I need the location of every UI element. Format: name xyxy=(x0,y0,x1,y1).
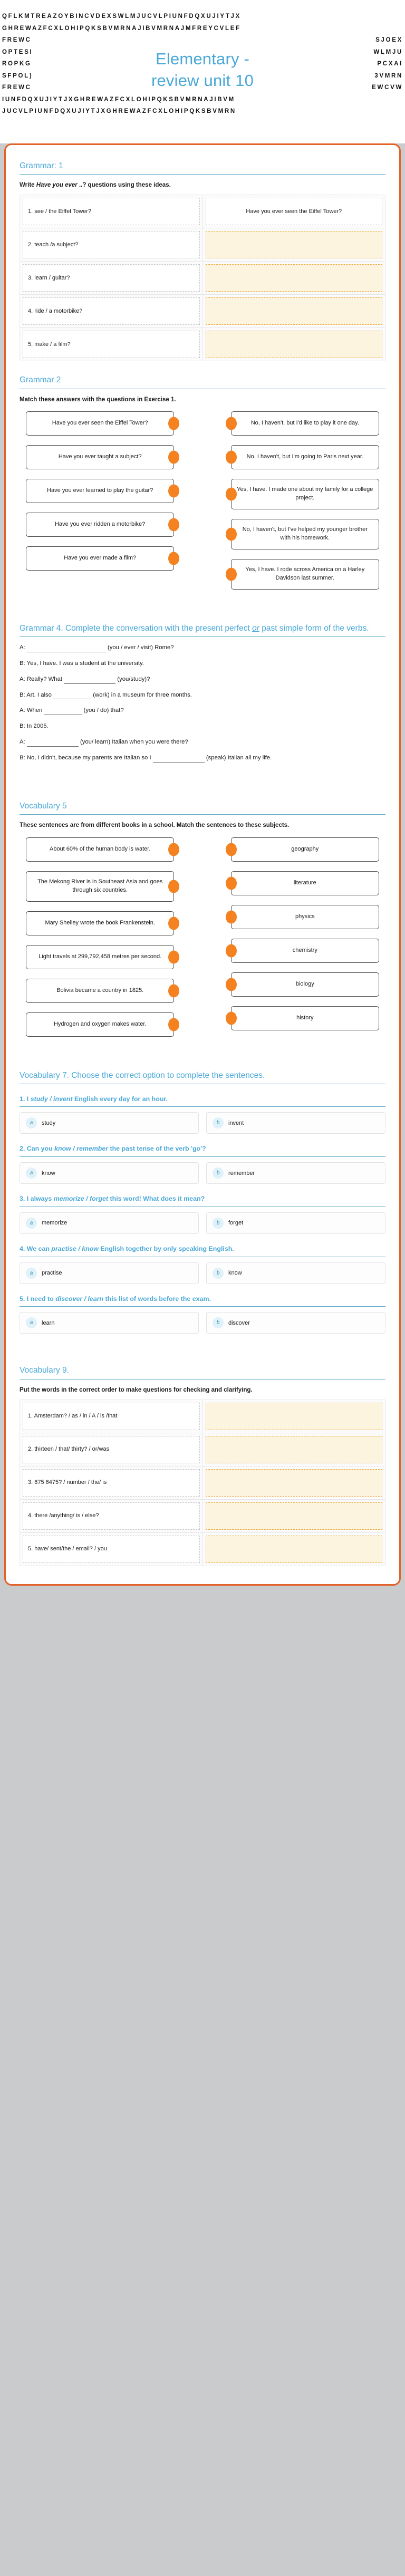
answer-cell[interactable] xyxy=(202,195,385,228)
match-connector-dot[interactable] xyxy=(168,1018,179,1031)
table-row xyxy=(20,1400,385,1433)
mcq-option-key: b xyxy=(213,1317,224,1328)
answer-cell[interactable] xyxy=(202,228,385,262)
grammar1-instruction xyxy=(20,181,385,189)
mcq-option-label: study xyxy=(42,1120,56,1126)
mcq-choices-inline: memorize / forget xyxy=(53,1195,109,1203)
letter-row-right: 3VMRN xyxy=(374,72,403,79)
match-connector-dot[interactable] xyxy=(168,916,179,930)
answer-input[interactable] xyxy=(206,1502,383,1530)
match-connector-dot[interactable] xyxy=(226,1011,237,1025)
header-letter-band xyxy=(0,0,405,143)
mcq-option-label: remember xyxy=(228,1170,255,1176)
speaker-label: A: xyxy=(20,676,25,682)
mcq-number: 4. xyxy=(20,1244,25,1252)
match-row xyxy=(26,445,174,469)
mcq-text-pre: We can xyxy=(26,1244,52,1252)
match-connector-dot[interactable] xyxy=(226,527,237,541)
mcq-divider xyxy=(20,1156,385,1157)
match-connector-dot[interactable] xyxy=(168,450,179,464)
conversation-text-after: (you / ever / visit) Rome? xyxy=(107,644,174,651)
answer-input[interactable] xyxy=(206,264,383,292)
mcq-option[interactable] xyxy=(20,1162,199,1184)
match-row xyxy=(231,519,379,549)
mcq-choices-inline: discover / learn xyxy=(55,1295,104,1303)
match-box[interactable]: No, I haven't, but I'd like to play it one day. xyxy=(231,411,379,436)
conversation-text-before: No, I didn't, because my parents are Italian so I xyxy=(26,755,151,761)
mcq-options xyxy=(20,1212,385,1234)
speaker-label: B: xyxy=(20,755,25,761)
letter-row xyxy=(0,37,405,50)
mcq-option-label: discover xyxy=(228,1319,250,1326)
letter-row xyxy=(0,97,405,109)
prompt-text: 4. ride / a motorbike? xyxy=(23,297,200,325)
prompt-cell xyxy=(20,1433,203,1466)
prompt-text: 2. teach /a subject? xyxy=(23,231,200,258)
mcq-option[interactable] xyxy=(20,1112,199,1134)
mcq-option-key: a xyxy=(26,1268,37,1279)
letter-row-right: EWCVW xyxy=(372,84,403,91)
mcq-option-key: b xyxy=(213,1168,224,1179)
speaker-label: A: xyxy=(20,644,25,651)
mcq-question xyxy=(20,1095,385,1104)
letter-row-left: SFPOL) xyxy=(2,72,33,79)
prompt-text: 3. 675 6475? / number / the/ is xyxy=(23,1469,200,1497)
match-connector-dot[interactable] xyxy=(226,978,237,991)
vocabulary5-title: Vocabulary 5 xyxy=(20,802,67,811)
mcq-choices-inline: know / remember xyxy=(54,1145,109,1153)
match-row xyxy=(231,939,379,963)
match-row xyxy=(26,979,174,1003)
mcq-option-key: b xyxy=(213,1268,224,1279)
prompt-text: 1. see / the Eiffel Tower? xyxy=(23,198,200,225)
letter-row xyxy=(0,26,405,38)
grammar1-instruction-post: ..? questions using these ideas. xyxy=(77,182,171,189)
match-box[interactable]: Light travels at 299,792,458 metres per second. xyxy=(26,945,174,969)
letter-row-right: SJOEX xyxy=(375,37,403,43)
letter-row-right: WLMJU xyxy=(373,49,403,55)
grammar4-title-emphasis: or xyxy=(252,623,259,633)
mcq-divider xyxy=(20,1106,385,1107)
match-connector-dot[interactable] xyxy=(226,567,237,581)
match-row xyxy=(26,911,174,935)
match-box[interactable]: Have you ever learned to play the guitar? xyxy=(26,479,174,503)
conversation-line xyxy=(20,675,385,684)
vocabulary5-right-column xyxy=(231,837,379,1037)
mcq-text-post: this list of words before the exam. xyxy=(103,1295,211,1303)
letter-row-left: JUCVLPIUNFDQXUJIYTJXGHREWAZFCXLOHIPQKSBVMRN xyxy=(2,108,236,114)
answer-cell[interactable] xyxy=(202,1400,385,1433)
conversation-line xyxy=(20,738,385,747)
match-box[interactable]: history xyxy=(231,1006,379,1030)
grammar1-title: Grammar: 1 xyxy=(20,161,63,170)
letter-row-left: FREWC xyxy=(2,84,32,91)
match-box[interactable]: Mary Shelley wrote the book Frankenstein. xyxy=(26,911,174,935)
prompt-cell xyxy=(20,262,203,295)
letter-row-left: FREWC xyxy=(2,37,32,43)
mcq-choices-inline: practise / know xyxy=(51,1244,99,1252)
mcq-number: 2. xyxy=(20,1145,25,1153)
table-row xyxy=(20,1466,385,1499)
answer-cell[interactable] xyxy=(202,1466,385,1499)
answer-cell[interactable] xyxy=(202,1433,385,1466)
conversation-text-after: (you/study)? xyxy=(117,676,150,682)
letter-row-right: PCXAI xyxy=(377,61,403,67)
match-box[interactable]: Have you ever taught a subject? xyxy=(26,445,174,469)
mcq-option[interactable] xyxy=(20,1212,199,1234)
mcq-option-label: forget xyxy=(228,1220,244,1227)
mcq-text-pre: I always xyxy=(26,1195,54,1203)
match-connector-dot[interactable] xyxy=(168,984,179,997)
mcq-option[interactable] xyxy=(20,1312,199,1334)
match-row xyxy=(26,1012,174,1037)
mcq-option[interactable] xyxy=(206,1262,385,1284)
mcq-text-pre: I xyxy=(26,1095,31,1103)
match-row xyxy=(26,513,174,537)
answer-cell[interactable] xyxy=(202,295,385,328)
conversation-text-before: Art. I also xyxy=(26,691,52,698)
fill-in-blank[interactable] xyxy=(44,708,82,715)
letter-row xyxy=(0,109,405,121)
match-box[interactable]: The Mekong River is in Southeast Asia and goes through six countries. xyxy=(26,871,174,902)
table-row xyxy=(20,262,385,295)
grammar2-left-column xyxy=(26,411,174,590)
mcq-number: 3. xyxy=(20,1195,25,1203)
answer-input[interactable] xyxy=(206,231,383,258)
grammar2-instruction: Match these answers with the questions in Exercise 1. xyxy=(20,396,176,403)
speaker-label: B: xyxy=(20,691,25,698)
match-row xyxy=(26,871,174,902)
mcq-option-label: know xyxy=(228,1270,242,1277)
mcq-text-pre: Can you xyxy=(26,1145,55,1153)
conversation-line xyxy=(20,643,385,652)
mcq-options xyxy=(20,1112,385,1134)
fill-in-blank[interactable] xyxy=(27,645,106,652)
conversation-text-before: When xyxy=(26,707,43,714)
mcq-option-key: a xyxy=(26,1218,37,1229)
match-row xyxy=(26,479,174,503)
match-row xyxy=(231,479,379,509)
conversation-text: In 2005. xyxy=(26,723,49,730)
match-box[interactable]: No, I haven't, but I've helped my younger brother with his homework. xyxy=(231,519,379,549)
mcq-option-key: a xyxy=(26,1117,37,1128)
mcq-option-key: b xyxy=(213,1218,224,1229)
speaker-label: B: xyxy=(20,660,25,667)
table-row xyxy=(20,1499,385,1532)
match-box[interactable]: Hydrogen and oxygen makes water. xyxy=(26,1012,174,1037)
answer-input[interactable] xyxy=(206,297,383,325)
grammar1-table xyxy=(20,195,385,361)
mcq-number: 5. xyxy=(20,1295,25,1303)
match-box[interactable]: physics xyxy=(231,905,379,929)
match-connector-dot[interactable] xyxy=(168,880,179,893)
vocabulary9-instruction: Put the words in the correct order to make questions for checking and clarifying. xyxy=(20,1386,253,1393)
grammar1-instruction-pre: Write xyxy=(20,182,36,189)
mcq-option-key: a xyxy=(26,1168,37,1179)
match-connector-dot[interactable] xyxy=(226,876,237,890)
mcq-option[interactable] xyxy=(206,1212,385,1234)
answer-input[interactable] xyxy=(206,1436,383,1463)
grammar4-conversation xyxy=(20,643,385,763)
match-connector-dot[interactable] xyxy=(226,910,237,923)
mcq-option-label: invent xyxy=(228,1120,244,1126)
mcq-options xyxy=(20,1262,385,1284)
prompt-text: 5. have/ sent/the / email? / you xyxy=(23,1536,200,1563)
table-row xyxy=(20,1433,385,1466)
match-row xyxy=(231,905,379,929)
prompt-cell xyxy=(20,328,203,361)
match-row xyxy=(231,559,379,590)
mcq-options xyxy=(20,1162,385,1184)
fill-in-blank[interactable] xyxy=(27,740,79,747)
mcq-question xyxy=(20,1244,385,1253)
answer-input[interactable] xyxy=(206,1403,383,1430)
vocabulary5-instruction: These sentences are from different books in a school. Match the sentences to these subjects. xyxy=(20,822,290,829)
match-box[interactable]: biology xyxy=(231,972,379,997)
prompt-text: 2. thirteen / that/ thirty? / or/was xyxy=(23,1436,200,1463)
match-row xyxy=(26,411,174,436)
match-connector-dot[interactable] xyxy=(168,417,179,430)
conversation-line xyxy=(20,722,385,731)
grammar4-title-pre: Grammar 4. Complete the conversation with the present perfect xyxy=(20,623,253,633)
grammar2-right-column xyxy=(231,411,379,590)
vocabulary7-title: Vocabulary 7. Choose the correct option to complete the sentences. xyxy=(20,1070,265,1080)
prompt-cell xyxy=(20,195,203,228)
match-row xyxy=(231,972,379,997)
match-connector-dot[interactable] xyxy=(168,518,179,531)
table-row xyxy=(20,1532,385,1566)
mcq-option-label: memorize xyxy=(42,1220,68,1227)
conversation-text-after: (you/ learn) Italian when you were there? xyxy=(80,739,188,746)
table-row xyxy=(20,195,385,228)
mcq-option-label: learn xyxy=(42,1319,55,1326)
vocabulary7-questions xyxy=(20,1095,385,1334)
match-connector-dot[interactable] xyxy=(226,843,237,856)
prompt-cell xyxy=(20,1400,203,1433)
mcq-text-post: English together by only speaking English. xyxy=(98,1244,234,1252)
page-title xyxy=(0,49,405,92)
grammar2-title: Grammar 2 xyxy=(20,375,61,385)
match-row xyxy=(26,546,174,571)
grammar4-divider xyxy=(20,636,385,637)
letter-row-left: GHREWAZFCXLOHIPQKSBVMRNAJIBVMRNAJMFREYCVLEF xyxy=(2,25,241,32)
match-box[interactable]: Bolivia became a country in 1825. xyxy=(26,979,174,1003)
mcq-question xyxy=(20,1194,385,1203)
answer-input[interactable]: Have you ever seen the Eiffel Tower? xyxy=(206,198,383,225)
match-box[interactable]: geography xyxy=(231,837,379,862)
conversation-text: Yes, I have. I was a student at the university. xyxy=(26,660,144,667)
match-box[interactable]: chemistry xyxy=(231,939,379,963)
prompt-cell xyxy=(20,295,203,328)
grammar1-instruction-emphasis: Have you ever xyxy=(36,182,78,189)
answer-cell[interactable] xyxy=(202,1532,385,1566)
vocabulary5-divider xyxy=(20,814,385,815)
mcq-text-post: this word! What does it mean? xyxy=(108,1195,205,1203)
fill-in-blank[interactable] xyxy=(53,692,91,699)
match-row xyxy=(231,871,379,895)
worksheet-sheet xyxy=(4,143,401,1586)
prompt-cell xyxy=(20,1499,203,1532)
fill-in-blank[interactable] xyxy=(153,756,205,763)
mcq-option[interactable] xyxy=(206,1312,385,1334)
grammar4-title xyxy=(20,623,385,634)
conversation-text-before: Really? What xyxy=(26,676,63,682)
match-box[interactable]: literature xyxy=(231,871,379,895)
mcq-option[interactable] xyxy=(206,1112,385,1134)
mcq-option[interactable] xyxy=(206,1162,385,1184)
match-connector-dot[interactable] xyxy=(168,484,179,497)
conversation-text-after: (work) in a museum for three months. xyxy=(93,691,192,698)
page-title-line2: review unit 10 xyxy=(151,71,254,90)
table-row xyxy=(20,295,385,328)
grammar2-matching xyxy=(20,409,385,592)
speaker-label: A: xyxy=(20,707,25,714)
match-connector-dot[interactable] xyxy=(168,950,179,963)
fill-in-blank[interactable] xyxy=(64,677,115,684)
match-box[interactable]: Have you ever made a film? xyxy=(26,546,174,571)
mcq-option-key: a xyxy=(26,1317,37,1328)
grammar4-title-post: past simple form of the verbs. xyxy=(259,623,369,633)
prompt-text: 3. learn / guitar? xyxy=(23,264,200,292)
mcq-text-pre: I need to xyxy=(26,1295,56,1303)
match-row xyxy=(26,837,174,862)
vocabulary5-left-column xyxy=(26,837,174,1037)
prompt-text: 1. Amsterdam? / as / in / A / is /that xyxy=(23,1403,200,1430)
vocabulary9-table xyxy=(20,1400,385,1566)
prompt-cell xyxy=(20,1532,203,1566)
answer-input[interactable] xyxy=(206,1536,383,1563)
conversation-line xyxy=(20,754,385,763)
match-row xyxy=(26,945,174,969)
match-connector-dot[interactable] xyxy=(226,450,237,464)
conversation-line xyxy=(20,659,385,668)
mcq-divider xyxy=(20,1306,385,1307)
table-row xyxy=(20,228,385,262)
match-row xyxy=(231,445,379,469)
match-box[interactable]: Yes, I have. I made one about my family for a college project. xyxy=(231,479,379,509)
mcq-text-post: the past tense of the verb 'go'? xyxy=(108,1145,206,1153)
vocabulary5-matching xyxy=(20,835,385,1039)
page-title-line1: Elementary - xyxy=(155,50,250,68)
mcq-number: 1. xyxy=(20,1095,25,1103)
answer-input[interactable] xyxy=(206,1469,383,1497)
letter-row-left: OPTESI xyxy=(2,49,33,55)
conversation-line xyxy=(20,691,385,700)
answer-cell[interactable] xyxy=(202,1499,385,1532)
prompt-cell xyxy=(20,228,203,262)
match-row xyxy=(231,411,379,436)
match-connector-dot[interactable] xyxy=(226,944,237,957)
match-box[interactable]: Have you ever seen the Eiffel Tower? xyxy=(26,411,174,436)
mcq-question xyxy=(20,1144,385,1153)
letter-row-left: QFLKMTREAZOYBINCVDEXSWLMJUCVLPIUNFDQXUJIYTJX xyxy=(2,13,241,20)
prompt-text: 4. there /anything/ is / else? xyxy=(23,1502,200,1530)
match-row xyxy=(231,1006,379,1030)
mcq-text-post: English every day for an hour. xyxy=(72,1095,168,1103)
match-connector-dot[interactable] xyxy=(226,487,237,500)
letter-row-left: IUNFDQXUJIYTJXGHREWAZFCXLOHIPQKSBVMRNAJIBVM xyxy=(2,96,235,103)
letter-row-left: ROPKG xyxy=(2,61,32,67)
grammar1-divider xyxy=(20,174,385,175)
answer-cell[interactable] xyxy=(202,328,385,361)
mcq-option-key: b xyxy=(213,1117,224,1128)
match-box[interactable]: No, I haven't, but I'm going to Paris next year. xyxy=(231,445,379,469)
speaker-label: A: xyxy=(20,739,25,746)
match-box[interactable]: Yes, I have. I rode across America on a Harley Davidson last summer. xyxy=(231,559,379,590)
mcq-options xyxy=(20,1312,385,1334)
match-connector-dot[interactable] xyxy=(168,552,179,565)
match-box[interactable]: Have you ever ridden a motorbike? xyxy=(26,513,174,537)
conversation-line xyxy=(20,706,385,715)
match-row xyxy=(231,837,379,862)
mcq-option-label: know xyxy=(42,1170,55,1176)
match-connector-dot[interactable] xyxy=(168,843,179,856)
conversation-text-after: (speak) Italian all my life. xyxy=(206,755,272,761)
prompt-cell xyxy=(20,1466,203,1499)
answer-cell[interactable] xyxy=(202,262,385,295)
vocabulary9-title: Vocabulary 9. xyxy=(20,1366,69,1375)
answer-input[interactable] xyxy=(206,331,383,358)
match-connector-dot[interactable] xyxy=(226,417,237,430)
speaker-label: B: xyxy=(20,723,25,730)
mcq-choices-inline: study / invent xyxy=(30,1095,73,1103)
mcq-question xyxy=(20,1295,385,1304)
mcq-option-label: practise xyxy=(42,1270,62,1277)
prompt-text: 5. make / a film? xyxy=(23,331,200,358)
conversation-text-after: (you / do) that? xyxy=(83,707,124,714)
letter-row xyxy=(0,14,405,26)
match-box[interactable]: About 60% of the human body is water. xyxy=(26,837,174,862)
mcq-option[interactable] xyxy=(20,1262,199,1284)
table-row xyxy=(20,328,385,361)
